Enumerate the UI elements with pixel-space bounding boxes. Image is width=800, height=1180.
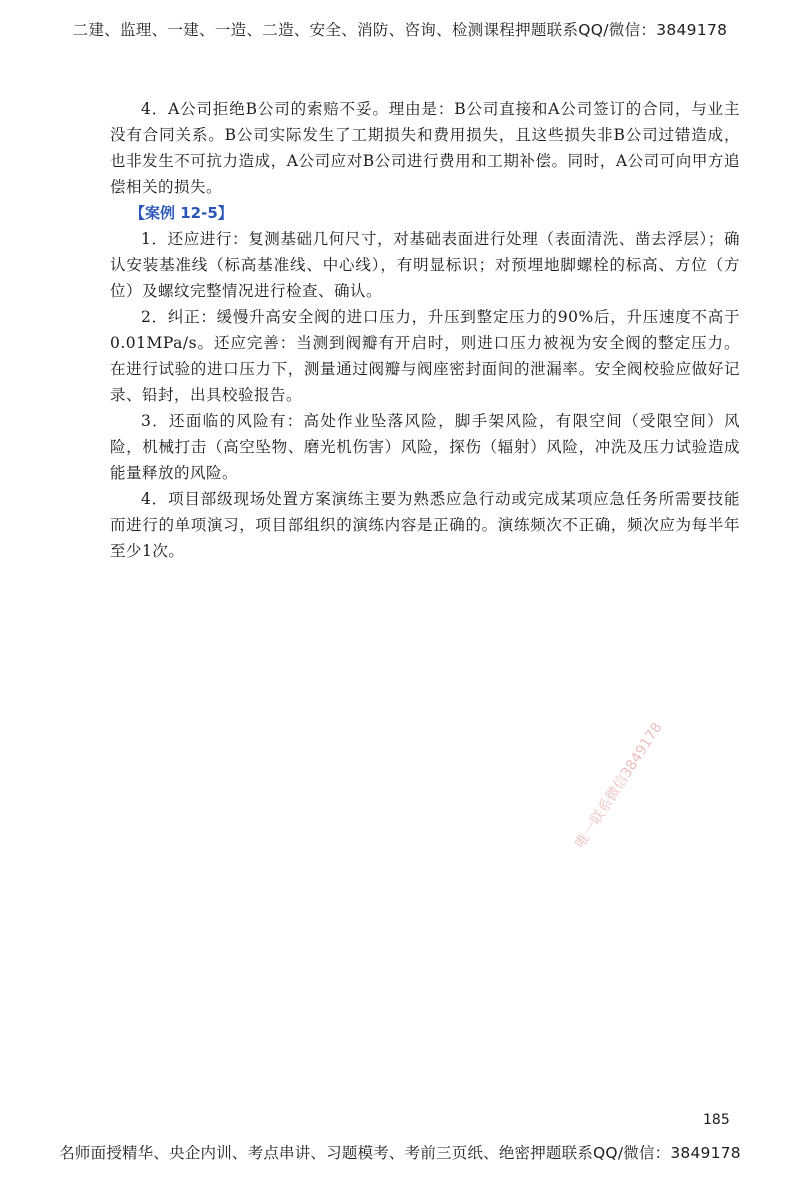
document-body: [110, 96, 740, 564]
paragraph-answer-3: 3．还面临的风险有：高处作业坠落风险，脚手架风险，有限空间（受限空间）风险，机械打击（高空坠物、磨光机伤害）风险，探伤（辐射）风险，冲洗及压力试验造成能量释放的风险。: [110, 412, 740, 482]
header-banner: 二建、监理、一建、一造、二造、安全、消防、咨询、检测课程押题联系QQ/微信：3849178: [72, 21, 728, 39]
page-number: 185: [703, 1112, 730, 1128]
paragraph-answer-4: 4．项目部级现场处置方案演练主要为熟悉应急行动或完成某项应急任务所需要技能而进行的单项演习，项目部组织的演练内容是正确的。演练频次不正确，频次应为每半年至少1次。: [110, 490, 740, 560]
footer-banner: 名师面授精华、央企内训、考点串讲、习题模考、考前三页纸、绝密押题联系QQ/微信：3849178: [59, 1144, 741, 1162]
paragraph-prev-answer-4: 4．A公司拒绝B公司的索赔不妥。理由是：B公司直接和A公司签订的合同，与业主没有合同关系。B公司实际发生了工期损失和费用损失，且这些损失非B公司过错造成，也非发生不可抗力造成，A公司应对B公司进行费用和工期补偿。同时，A公司可向甲方追偿相关的损失。: [110, 100, 740, 196]
paragraph-answer-1: 1．还应进行：复测基础几何尺寸，对基础表面进行处理（表面清洗、凿去浮层）；确认安装基准线（标高基准线、中心线），有明显标识；对预埋地脚螺栓的标高、方位（方位）及螺纹完整情况进行检查、确认。: [110, 230, 740, 300]
watermark: 唯一联系微信3849178: [572, 719, 666, 852]
case-heading: 【案例 12-5】: [130, 204, 233, 222]
paragraph-answer-2: 2．纠正：缓慢升高安全阀的进口压力，升压到整定压力的90%后，升压速度不高于0.01MPa/s。还应完善：当测到阀瓣有开启时，则进口压力被视为安全阀的整定压力。在进行试验的进口压力下，测量通过阀瓣与阀座密封面间的泄漏率。安全阀校验应做好记录、铅封，出具校验报告。: [110, 308, 740, 404]
